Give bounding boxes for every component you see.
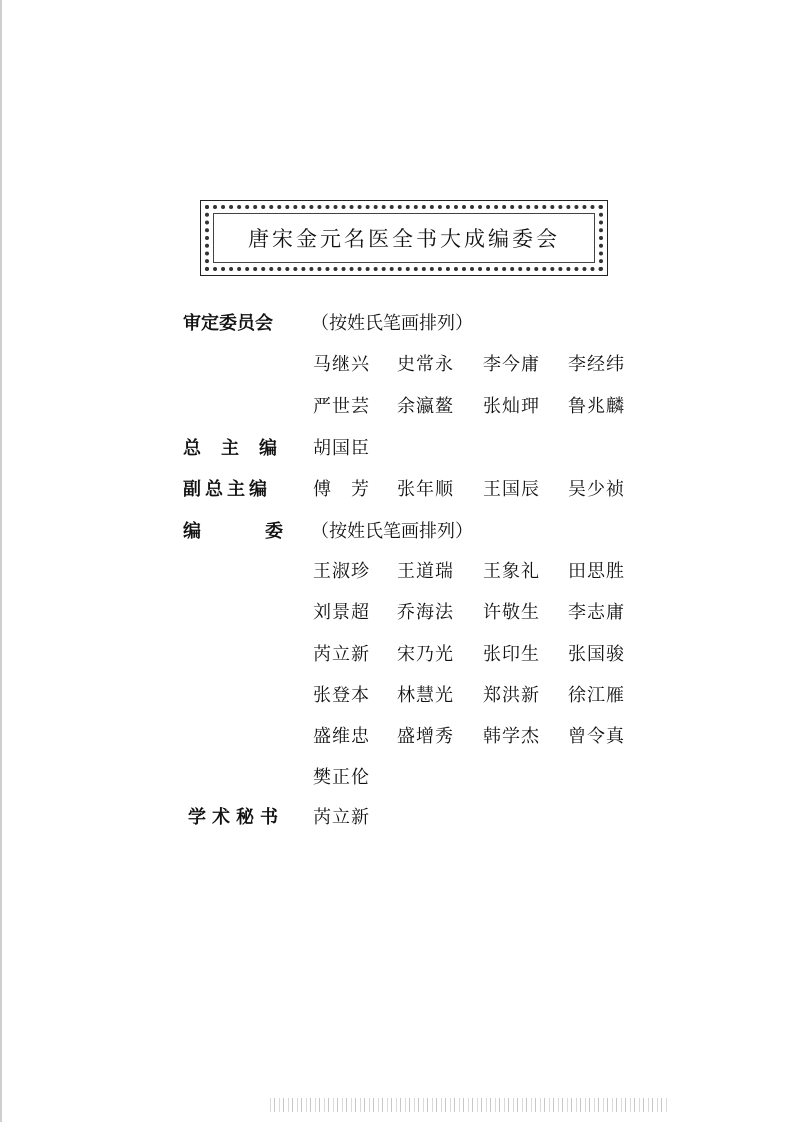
label-text: 学术秘书 <box>188 807 284 828</box>
member-name: 李今庸 <box>483 354 540 375</box>
member-name: 芮立新 <box>313 807 370 828</box>
member-name: 乔海法 <box>397 602 454 623</box>
section-label-deputy-chief-editor <box>183 478 291 502</box>
member-name: 吴少祯 <box>568 479 625 500</box>
section-label-editorial-board <box>183 520 347 544</box>
member-name: 许敬生 <box>483 602 540 623</box>
member-name: 胡国臣 <box>313 438 370 459</box>
member-name: 樊正伦 <box>313 767 370 788</box>
section-note: （按姓氏笔画排列） <box>311 313 473 334</box>
member-name: 韩学杰 <box>483 726 540 747</box>
label-text: 总主编 <box>183 438 297 459</box>
member-name: 鲁兆麟 <box>568 396 625 417</box>
member-name: 马继兴 <box>313 354 370 375</box>
member-name: 刘景超 <box>313 602 370 623</box>
scan-artifact <box>270 1098 670 1112</box>
member-name: 林慧光 <box>397 685 454 706</box>
member-name: 余瀛鳌 <box>397 396 454 417</box>
section-note: （按姓氏笔画排列） <box>311 521 473 542</box>
label-text: 编委 <box>183 521 347 542</box>
section-label-chief-editor <box>183 437 297 461</box>
member-name: 王国辰 <box>483 479 540 500</box>
section-label-academic-secretary <box>188 806 296 830</box>
member-name: 宋乃光 <box>397 644 454 665</box>
member-name: 张年顺 <box>397 479 454 500</box>
page-title: 唐宋金元名医全书大成编委会 <box>248 227 560 251</box>
page-edge <box>0 0 2 1122</box>
member-name: 王淑珍 <box>313 561 370 582</box>
member-name: 史常永 <box>397 354 454 375</box>
member-name: 郑洪新 <box>483 685 540 706</box>
section-label-review-committee <box>183 312 291 336</box>
member-name: 严世芸 <box>313 396 370 417</box>
member-name: 张登本 <box>313 685 370 706</box>
member-name: 王道瑞 <box>397 561 454 582</box>
member-name: 李经纬 <box>568 354 625 375</box>
label-text: 审定委员会 <box>183 313 273 334</box>
member-name: 张灿玾 <box>483 396 540 417</box>
member-name: 张印生 <box>483 644 540 665</box>
member-name: 李志庸 <box>568 602 625 623</box>
member-name: 徐江雁 <box>568 685 625 706</box>
member-name: 盛增秀 <box>397 726 454 747</box>
title-frame <box>200 200 608 276</box>
member-name: 王象礼 <box>483 561 540 582</box>
member-name: 曾令真 <box>568 726 625 747</box>
label-text: 副总主编 <box>183 479 271 500</box>
member-name: 芮立新 <box>313 644 370 665</box>
member-name: 傅 芳 <box>313 479 370 500</box>
member-name: 盛维忠 <box>313 726 370 747</box>
member-name: 张国骏 <box>568 644 625 665</box>
member-name: 田思胜 <box>568 561 625 582</box>
